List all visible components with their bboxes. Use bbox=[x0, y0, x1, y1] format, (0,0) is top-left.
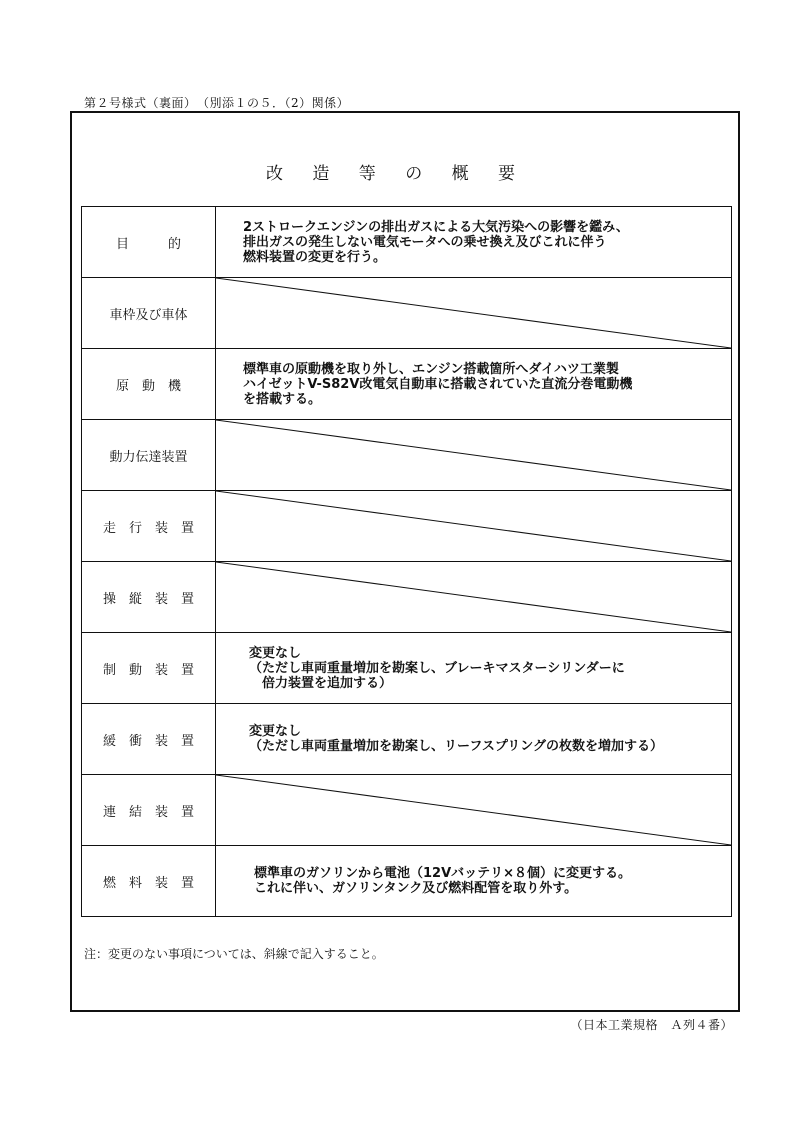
paper-standard-note: （日本工業規格 Ａ列４番） bbox=[570, 1018, 733, 1032]
row-content bbox=[216, 633, 732, 704]
row-content bbox=[216, 349, 732, 420]
table-row-power-transmission bbox=[82, 420, 732, 491]
table-row-braking bbox=[82, 633, 732, 704]
diagonal-slash bbox=[216, 775, 731, 845]
row-label: 緩 衝 装 置 bbox=[82, 704, 216, 775]
row-label: 走 行 装 置 bbox=[82, 491, 216, 562]
table-row-prime-mover bbox=[82, 349, 732, 420]
row-text: 標準車の原動機を取り外し、エンジン搭載箇所へダイハツ工業製 ハイゼットV-S82V改電気自動車に搭載されていた直流分巻電動機 を搭載する。 bbox=[243, 361, 633, 407]
table-row-fuel-system bbox=[82, 846, 732, 917]
row-text: 標準車のガソリンから電池（12Vバッテリ×８個）に変更する。 これに伴い、ガソリンタンク及び燃料配管を取り外す。 bbox=[254, 866, 632, 896]
row-label: 連 結 装 置 bbox=[82, 775, 216, 846]
row-label: 燃 料 装 置 bbox=[82, 846, 216, 917]
diagonal-slash bbox=[216, 491, 731, 561]
diagonal-slash bbox=[216, 420, 731, 490]
row-label: 制 動 装 置 bbox=[82, 633, 216, 704]
table-row-running-gear bbox=[82, 491, 732, 562]
page-title: 改 造 等 の 概 要 bbox=[265, 164, 528, 184]
row-content bbox=[216, 562, 732, 633]
table-row-frame-body bbox=[82, 278, 732, 349]
row-label: 車枠及び車体 bbox=[82, 278, 216, 349]
table-row-steering bbox=[82, 562, 732, 633]
row-content bbox=[216, 207, 732, 278]
modification-summary-table bbox=[81, 206, 732, 917]
row-text: 変更なし （ただし車両重量増加を勘案し、ブレーキマスターシリンダーに 倍力装置を追加する） bbox=[249, 645, 625, 691]
row-text: 2ストロークエンジンの排出ガスによる大気汚染への影響を鑑み、 排出ガスの発生しない電気モータへの乗せ換え及びこれに伴う 燃料装置の変更を行う。 bbox=[243, 219, 629, 265]
footnote: 注：変更のない事項については、斜線で記入すること。 bbox=[84, 947, 384, 961]
row-content bbox=[216, 420, 732, 491]
table-row-purpose bbox=[82, 207, 732, 278]
table-row-suspension bbox=[82, 704, 732, 775]
diagonal-slash bbox=[216, 562, 731, 632]
row-content bbox=[216, 846, 732, 917]
row-label: 原 動 機 bbox=[82, 349, 216, 420]
row-content bbox=[216, 278, 732, 349]
row-label: 目 的 bbox=[82, 207, 216, 278]
form-number-note: 第２号様式（裏面） （別添１の５．（2）関係） bbox=[84, 96, 350, 110]
diagonal-slash bbox=[216, 278, 731, 348]
table-row-coupling bbox=[82, 775, 732, 846]
row-content bbox=[216, 775, 732, 846]
row-content bbox=[216, 491, 732, 562]
row-label: 動力伝達装置 bbox=[82, 420, 216, 491]
row-text: 変更なし （ただし車両重量増加を勘案し、リーフスプリングの枚数を増加する） bbox=[249, 724, 664, 754]
row-label: 操 縦 装 置 bbox=[82, 562, 216, 633]
row-content bbox=[216, 704, 732, 775]
